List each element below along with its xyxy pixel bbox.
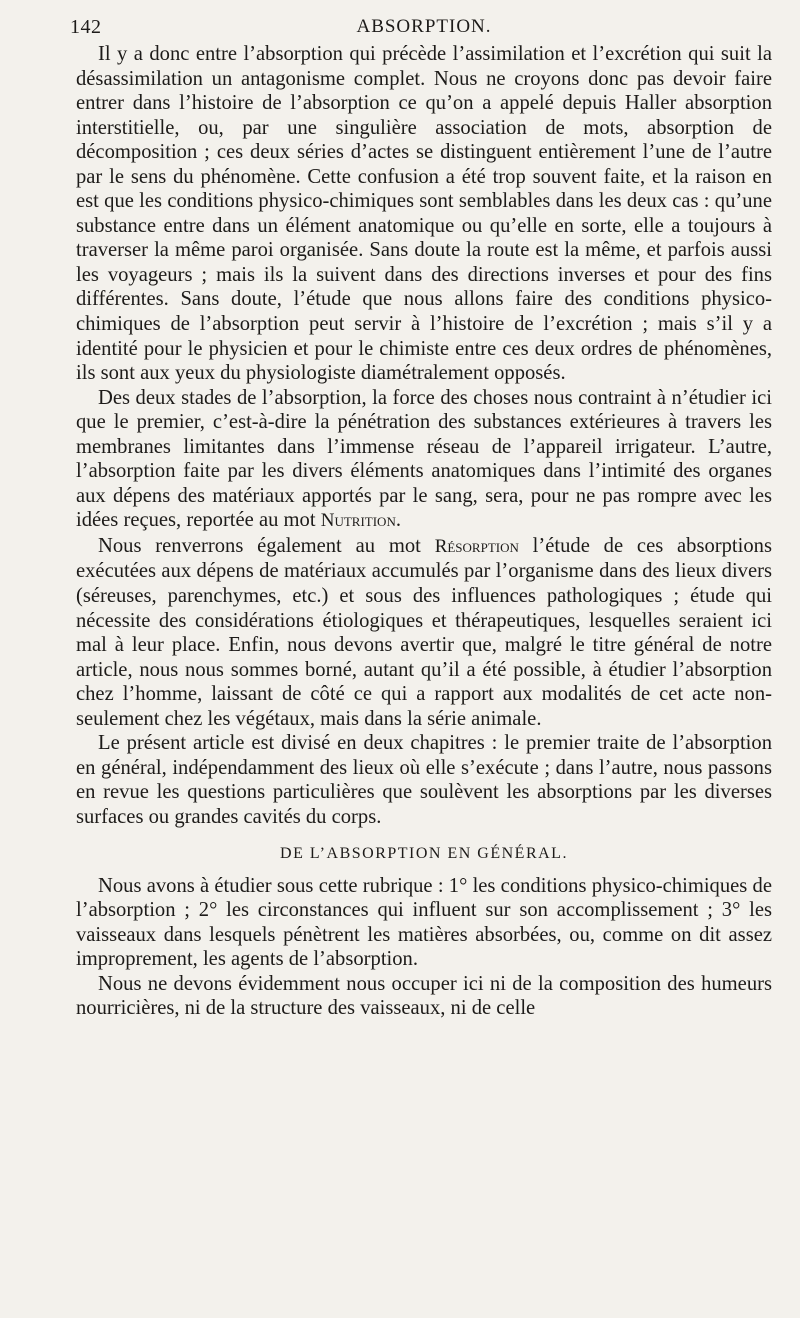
paragraph-3-start: Nous renverrons également au mot <box>98 534 435 557</box>
section-paragraph-1: Nous avons à étudier sous cette rubrique : 1° les conditions physico-chimiques de l’absorption ; 2° les circonstances qui influent sur son accomplissement ; 3° les vaisseaux dans lesquels pénètrent les matières absorbées, ou, comme on dit assez improprement, les agents de l’absorption. <box>76 874 772 971</box>
cross-reference-resorption: Résorption <box>434 535 519 557</box>
section-paragraph-2: Nous ne devons évidemment nous occuper ici ni de la composition des humeurs nourricières, ni de la structure des vaisseaux, ni de celle <box>76 972 772 1020</box>
paragraph-2-end: . <box>395 509 401 532</box>
running-title: ABSORPTION. <box>356 16 492 37</box>
running-head <box>70 10 772 40</box>
page-number: 142 <box>70 16 102 38</box>
paragraph-4: Le présent article est divisé en deux chapitres : le premier traite de l’absorption en général, indépendamment des lieux où elle s’exécute ; dans l’autre, nous passons en revue les questions particulières que soulèvent les absorptions par les diverses surfaces ou grandes cavités du corps. <box>76 732 772 828</box>
paragraph-2 <box>76 386 772 534</box>
cross-reference-nutrition: Nutrition <box>320 510 396 532</box>
paragraph-1: Il y a donc entre l’absorption qui précède l’assimilation et l’excrétion qui suit la désassimilation un antagonisme complet. Nous ne croyons donc pas devoir faire entrer dans l’histoire de l’absorption ce qu’on a appelé depuis Haller absorption interstitielle, ou, par une singulière association de mots, absorption de décomposition ; ces deux séries d’actes se distinguent entièrement l’une de l’autre par le sens du phénomène. Cette confusion a été trop souvent faite, et la raison en est que les conditions physico-chimiques sont semblables dans les deux cas : qu’une substance entre dans un élément anatomique ou qu’elle en sorte, elle a toujours à traverser la même paroi organisée. Sans doute la route est la même, et parfois aussi les voyageurs ; mais ils la suivent dans des directions inverses et pour des fins différentes. Sans doute, l’étude que nous allons faire des conditions physico-chimiques de l’absorption peut servir à l’histoire de l’excrétion ; mais s’il y a identité pour le physicien et pour le chimiste entre ces deux ordres de phénomènes, ils sont aux yeux du physiologiste diamétralement opposés. <box>76 43 772 385</box>
paragraph-3-text: l’étude de ces absorptions exécutées aux dépens de matériaux accumulés par l’organisme dans des lieux divers (séreuses, parenchymes, etc.) et sous des influences pathologiques ; étude qui nécessite des considérations étiologiques et thérapeutiques, lesquelles seraient ici mal à leur place. Enfin, nous devons avertir que, malgré le titre général de notre article, nous nous sommes borné, autant qu’il a été possible, à étudier l’absorption chez l’homme, laissant de côté ce qui a rapport aux modalités de cet acte non-seulement chez les végétaux, mais dans la série animale. <box>76 534 772 730</box>
section-heading: DE L’ABSORPTION EN GÉNÉRAL. <box>280 844 568 862</box>
body-text <box>76 42 772 1021</box>
paragraph-2-text: Des deux stades de l’absorption, la force des choses nous contraint à n’étudier ici que le premier, c’est-à-dire la pénétration des substances extérieures à travers les membranes limitantes dans l’immense réseau de l’appareil irrigateur. L’autre, l’absorption faite par les divers éléments anatomiques dans l’intimité des organes aux dépens des matériaux apportés par le sang, sera, pour ne pas rompre avec les idées reçues, reportée au mot <box>76 386 772 532</box>
paragraph-3 <box>76 534 772 731</box>
